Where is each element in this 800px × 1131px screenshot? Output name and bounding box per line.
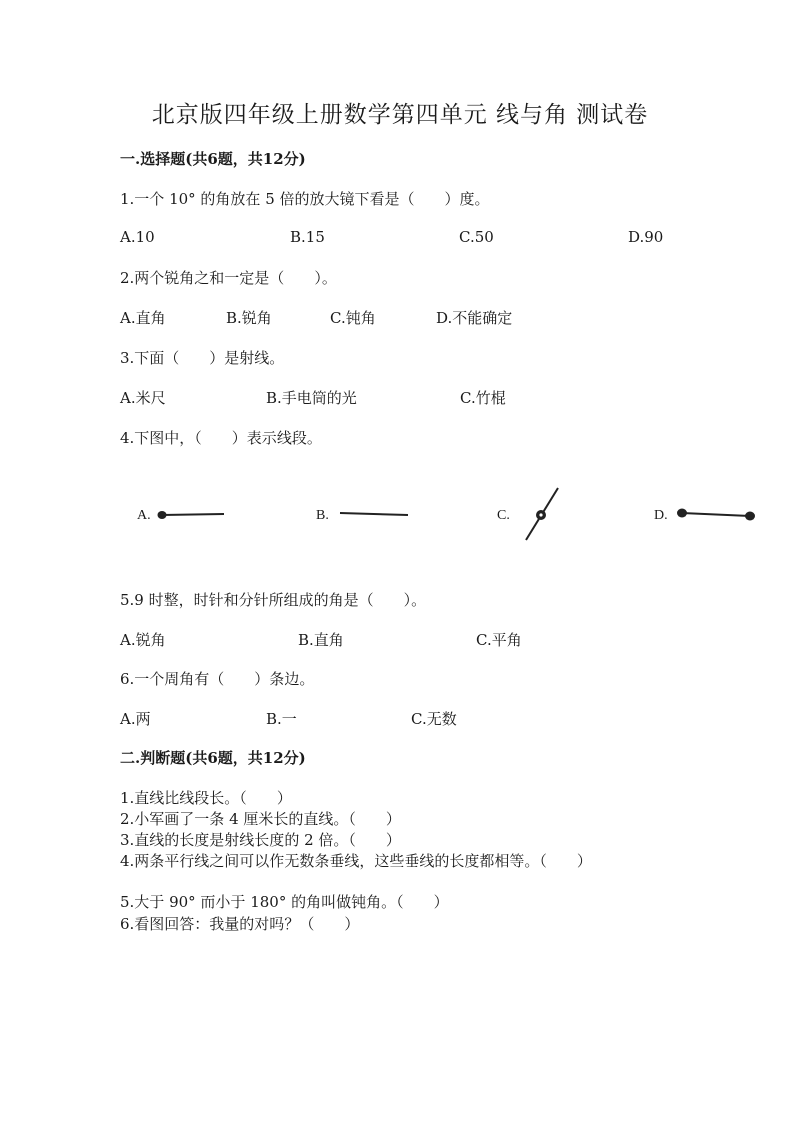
figure-a-ray xyxy=(158,511,225,519)
question-2: 2.两个锐角之和一定是（ ）。 xyxy=(120,269,337,287)
q2-option-a[interactable]: A.直角 xyxy=(120,309,166,327)
judge-item-4: 4.两条平行线之间可以作无数条垂线，这些垂线的长度都相等。（ ） xyxy=(120,852,592,870)
judge-item-3: 3.直线的长度是射线长度的 2 倍。（ ） xyxy=(120,831,401,849)
q6-option-c[interactable]: C.无数 xyxy=(411,710,457,728)
q5-option-c[interactable]: C.平角 xyxy=(476,631,522,649)
judge-item-6: 6.看图回答：我量的对吗？（ ） xyxy=(120,915,360,933)
q2-option-d[interactable]: D.不能确定 xyxy=(436,309,513,327)
q1-option-c[interactable]: C.50 xyxy=(459,228,494,246)
q4-figure-a-label[interactable]: A. xyxy=(137,508,151,523)
question-1: 1.一个 10° 的角放在 5 倍的放大镜下看是（ ）度。 xyxy=(120,190,490,208)
judge-item-1: 1.直线比线段长。（ ） xyxy=(120,789,292,807)
page-title: 北京版四年级上册数学第四单元 线与角 测试卷 xyxy=(151,102,649,128)
section-1-heading: 一.选择题(共6题，共12分) xyxy=(120,150,306,168)
q1-option-b[interactable]: B.15 xyxy=(290,228,325,246)
q5-option-b[interactable]: B.直角 xyxy=(298,631,344,649)
question-3: 3.下面（ ）是射线。 xyxy=(120,349,285,367)
q1-option-d[interactable]: D.90 xyxy=(628,228,664,246)
figure-c-line-with-point xyxy=(526,488,558,540)
q4-line-figures xyxy=(0,470,800,580)
q4-figure-d-label[interactable]: D. xyxy=(654,508,668,523)
q6-option-a[interactable]: A.两 xyxy=(120,710,151,728)
judge-item-2: 2.小军画了一条 4 厘米长的直线。（ ） xyxy=(120,810,401,828)
q4-figure-b-label[interactable]: B. xyxy=(316,508,329,523)
q2-option-c[interactable]: C.钝角 xyxy=(330,309,376,327)
question-6: 6.一个周角有（ ）条边。 xyxy=(120,670,315,688)
q3-option-a[interactable]: A.米尺 xyxy=(120,389,166,407)
q6-option-b[interactable]: B.一 xyxy=(266,710,297,728)
figure-d-segment xyxy=(677,509,755,521)
q4-figure-c-label[interactable]: C. xyxy=(497,508,510,523)
question-5: 5.9 时整，时针和分针所组成的角是（ ）。 xyxy=(120,591,427,609)
q1-option-a[interactable]: A.10 xyxy=(120,228,155,246)
question-4: 4.下图中，（ ）表示线段。 xyxy=(120,429,322,447)
figure-b-line xyxy=(340,513,408,515)
q3-option-c[interactable]: C.竹棍 xyxy=(460,389,506,407)
q3-option-b[interactable]: B.手电筒的光 xyxy=(266,389,357,407)
judge-item-5: 5.大于 90° 而小于 180° 的角叫做钝角。（ ） xyxy=(120,893,449,911)
q5-option-a[interactable]: A.锐角 xyxy=(120,631,166,649)
q2-option-b[interactable]: B.锐角 xyxy=(226,309,272,327)
section-2-heading: 二.判断题(共6题，共12分) xyxy=(120,749,306,767)
